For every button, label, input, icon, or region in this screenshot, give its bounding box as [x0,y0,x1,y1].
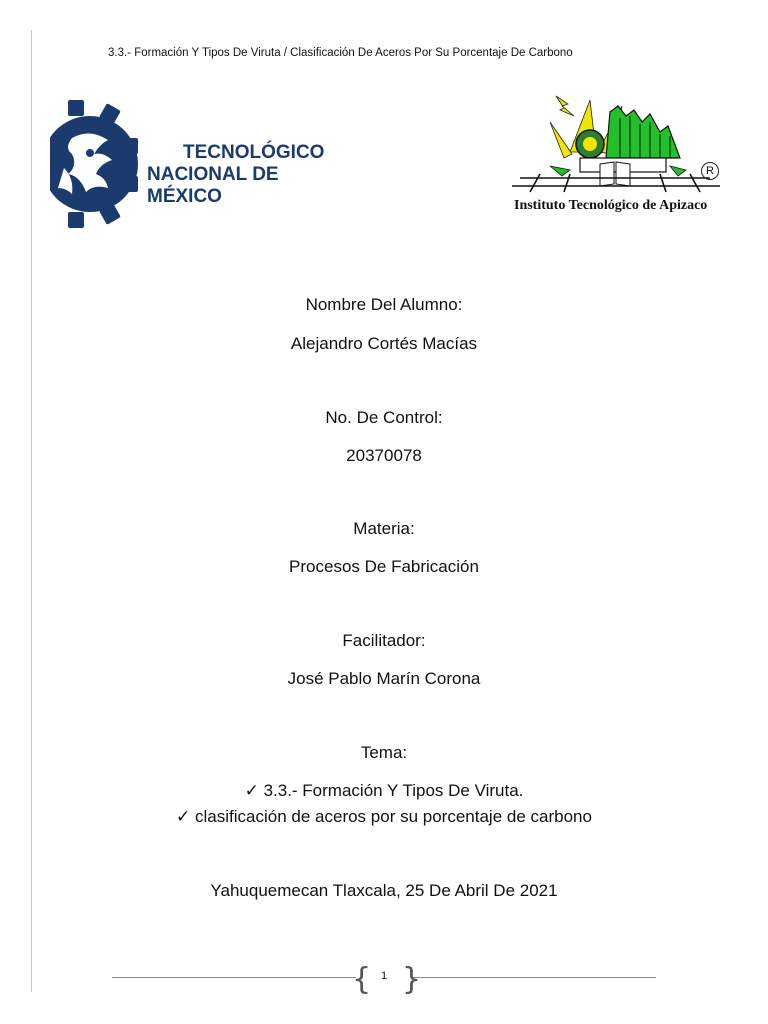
left-brace-icon: { [352,962,372,997]
page-margin-line [31,30,32,992]
topic-text-1: 3.3.- Formación Y Tipos De Viruta. [263,781,524,800]
tecnm-wordmark [147,142,340,208]
right-brace-icon: } [402,962,422,997]
topic-item-1 [0,781,768,801]
topic-text-2: clasificación de aceros por su porcentaje de carbono [195,807,592,826]
check-icon: ✓ [176,807,191,826]
footer-rule-left [112,977,356,978]
running-header: 3.3.- Formación Y Tipos De Viruta / Clasificación De Aceros Por Su Porcentaje De Carbono [108,47,573,59]
check-icon: ✓ [244,781,259,800]
student-label: Nombre Del Alumno: [305,295,463,314]
subject-value: Procesos De Fabricación [289,557,479,576]
ita-logo [510,92,730,222]
topic-label: Tema: [360,743,408,762]
registered-mark: R [701,162,719,180]
topic-item-2 [0,807,768,827]
tecnm-line1: TECNOLÓGICO [183,142,325,163]
tecnm-line2: NACIONAL DE MÉXICO [147,164,279,207]
ita-emblem-icon [510,92,730,196]
place-date: Yahuquemecan Tlaxcala, 25 De Abril De 2021 [210,881,558,900]
ita-name: Instituto Tecnológico de Apizaco [514,198,708,213]
control-label: No. De Control: [325,408,443,427]
facilitator-name: José Pablo Marín Corona [287,669,481,688]
page-number: 1 [380,970,388,982]
tecnm-gear-emblem-icon [50,98,145,230]
facilitator-label: Facilitador: [342,631,426,650]
tecnm-logo [50,98,340,230]
control-number: 20370078 [346,446,422,465]
subject-label: Materia: [353,519,415,538]
student-name: Alejandro Cortés Macías [290,334,478,353]
footer-rule-right [412,977,656,978]
